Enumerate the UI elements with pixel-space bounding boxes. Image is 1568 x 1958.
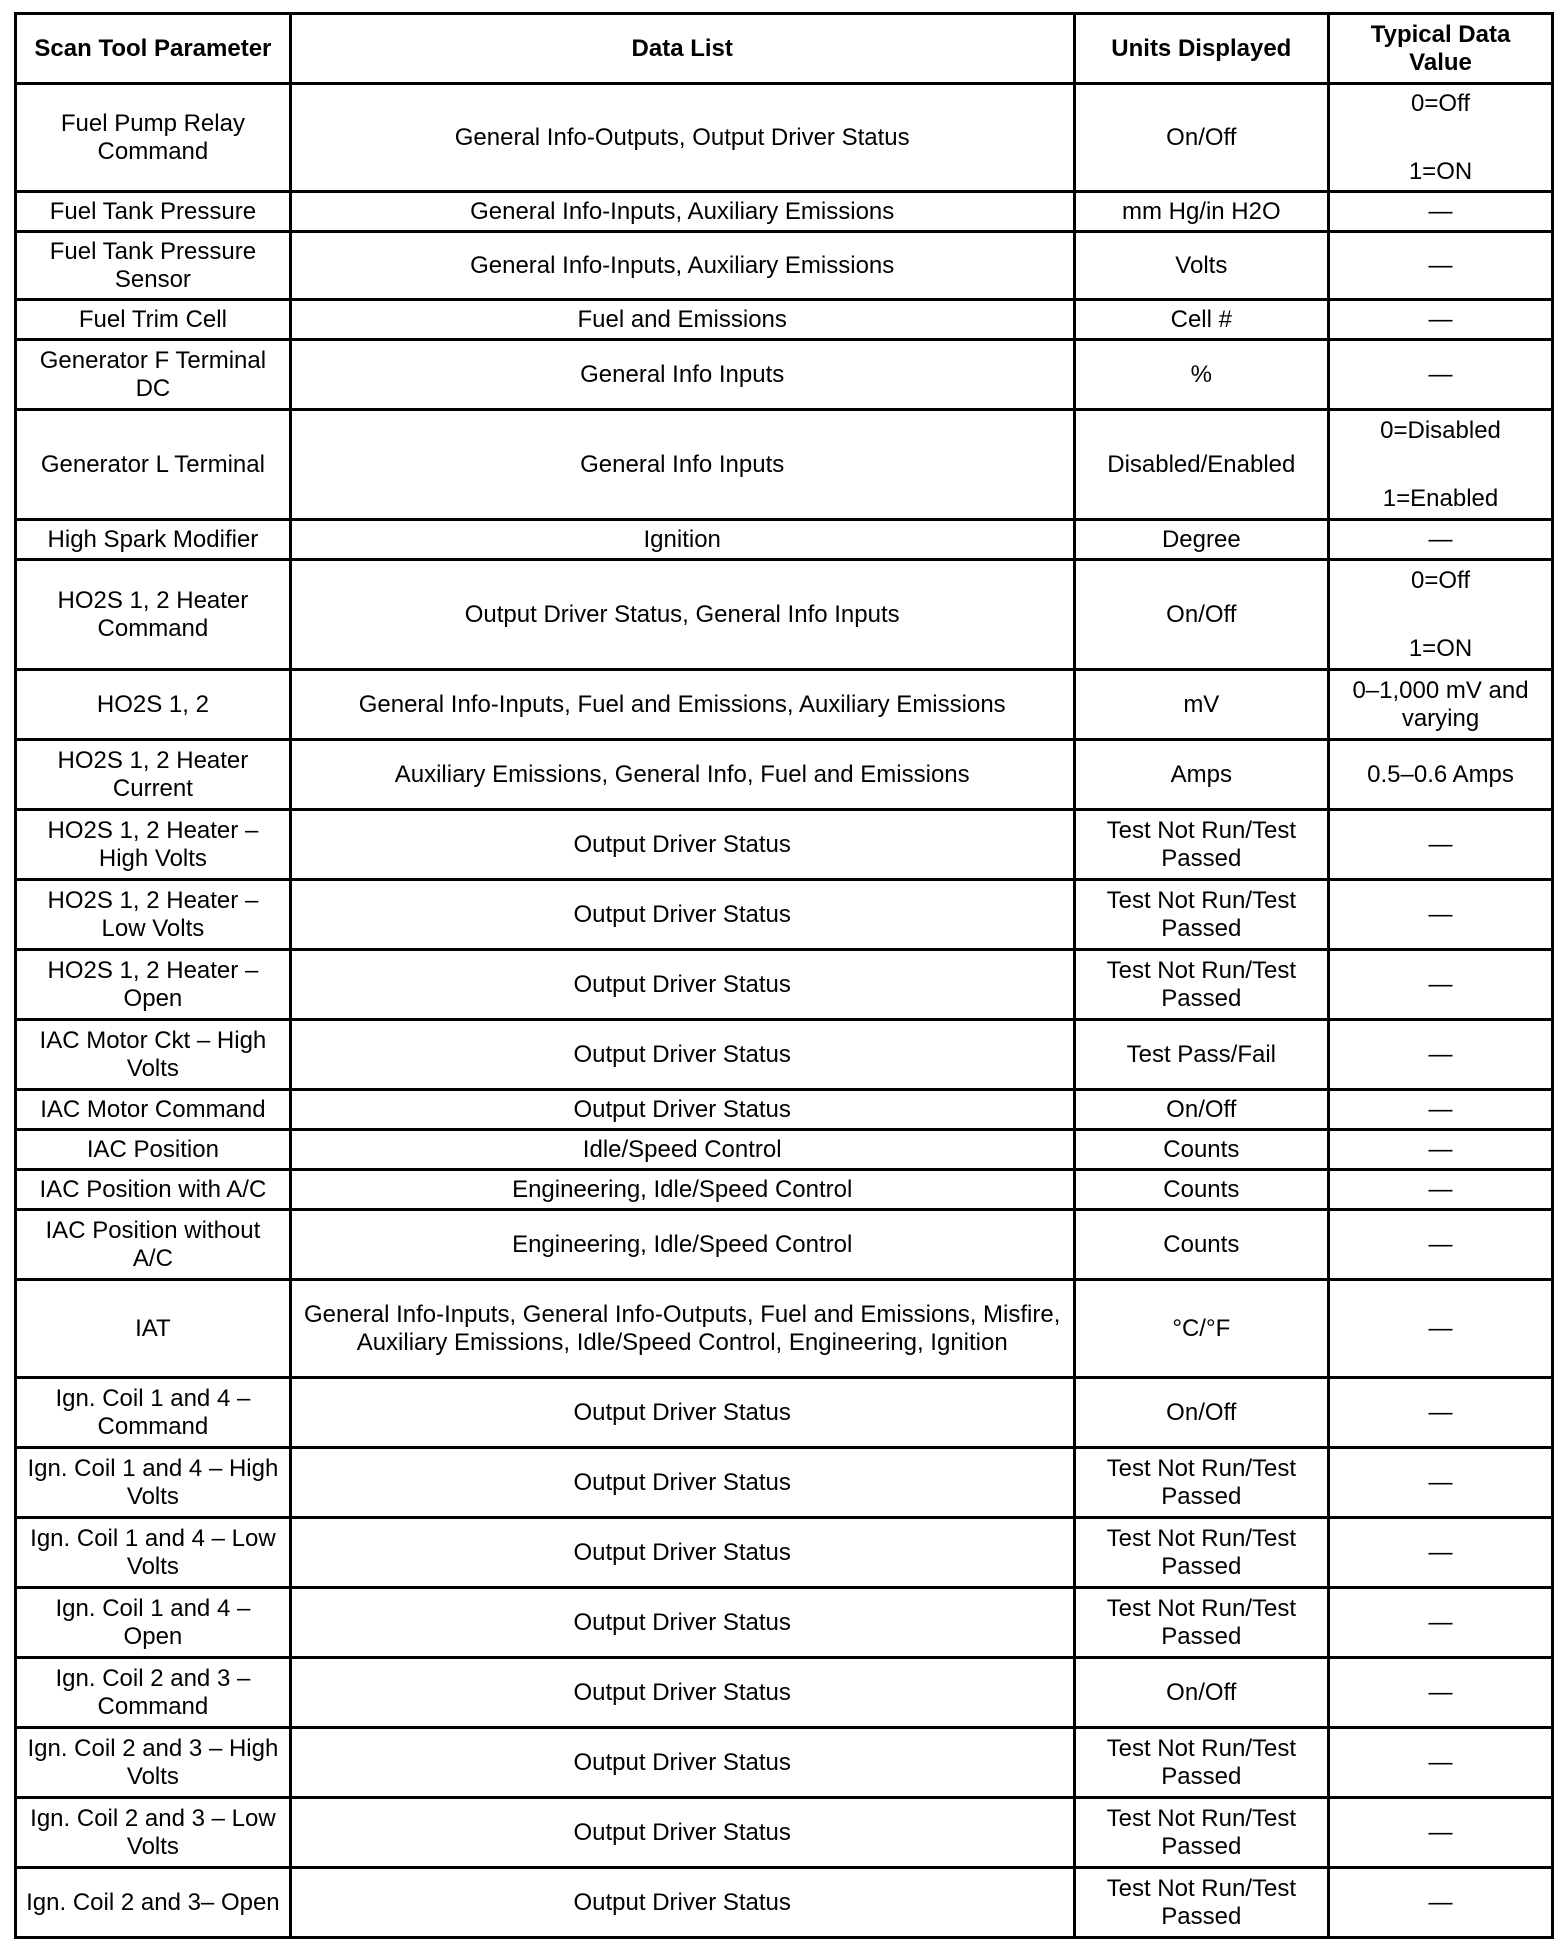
typical-value-cell: —	[1329, 300, 1553, 340]
data-list-cell: Output Driver Status	[290, 1798, 1074, 1868]
data-list-cell: Output Driver Status	[290, 1658, 1074, 1728]
parameter-cell: Fuel Pump Relay Command	[16, 84, 291, 192]
table-row	[16, 880, 1553, 950]
units-cell: Test Not Run/Test Passed	[1074, 1588, 1328, 1658]
parameter-cell: HO2S 1, 2 Heater – High Volts	[16, 810, 291, 880]
typical-value-cell	[1329, 560, 1553, 670]
typical-value-cell: —	[1329, 340, 1553, 410]
table-row	[16, 1090, 1553, 1130]
units-cell: °C/°F	[1074, 1280, 1328, 1378]
units-cell: Test Not Run/Test Passed	[1074, 950, 1328, 1020]
parameter-cell: HO2S 1, 2	[16, 670, 291, 740]
table-row	[16, 1658, 1553, 1728]
typical-value-cell: —	[1329, 1588, 1553, 1658]
data-list-cell: General Info Inputs	[290, 340, 1074, 410]
data-list-cell: Auxiliary Emissions, General Info, Fuel and Emissions	[290, 740, 1074, 810]
typical-value-cell: —	[1329, 1090, 1553, 1130]
parameter-cell: HO2S 1, 2 Heater – Low Volts	[16, 880, 291, 950]
table-row	[16, 1130, 1553, 1170]
typical-value-cell: —	[1329, 1658, 1553, 1728]
units-cell: On/Off	[1074, 1378, 1328, 1448]
table-row	[16, 1378, 1553, 1448]
data-list-cell: Output Driver Status	[290, 1448, 1074, 1518]
typical-value-cell: —	[1329, 1170, 1553, 1210]
parameter-cell: IAT	[16, 1280, 291, 1378]
data-list-cell: General Info-Inputs, General Info-Outputs, Fuel and Emissions, Misfire, Auxiliary Emissions, Idle/Speed Control, Engineering, Ignition	[290, 1280, 1074, 1378]
parameter-cell: HO2S 1, 2 Heater – Open	[16, 950, 291, 1020]
table-row	[16, 410, 1553, 520]
data-list-cell: Output Driver Status	[290, 1728, 1074, 1798]
units-cell: Test Not Run/Test Passed	[1074, 1798, 1328, 1868]
typical-value-cell: —	[1329, 1378, 1553, 1448]
table-row	[16, 670, 1553, 740]
data-list-cell: Output Driver Status	[290, 1518, 1074, 1588]
typical-value-cell: —	[1329, 1868, 1553, 1938]
typical-value-cell: —	[1329, 1518, 1553, 1588]
table-row	[16, 1170, 1553, 1210]
header-scan-tool-parameter: Scan Tool Parameter	[16, 14, 291, 84]
data-list-cell: General Info-Inputs, Auxiliary Emissions	[290, 232, 1074, 300]
table-row	[16, 1798, 1553, 1868]
header-units-displayed: Units Displayed	[1074, 14, 1328, 84]
table-row	[16, 300, 1553, 340]
units-cell: Volts	[1074, 232, 1328, 300]
table-row	[16, 810, 1553, 880]
parameter-cell: Fuel Tank Pressure	[16, 192, 291, 232]
units-cell: Degree	[1074, 520, 1328, 560]
data-list-cell: Output Driver Status	[290, 1020, 1074, 1090]
table-row	[16, 232, 1553, 300]
data-list-cell: General Info Inputs	[290, 410, 1074, 520]
scan-tool-parameter-table	[14, 12, 1554, 1939]
data-list-cell: Fuel and Emissions	[290, 300, 1074, 340]
units-cell: Counts	[1074, 1210, 1328, 1280]
typical-value-cell: —	[1329, 810, 1553, 880]
typical-value-cell	[1329, 84, 1553, 192]
table-row	[16, 1728, 1553, 1798]
table-row	[16, 520, 1553, 560]
table-row	[16, 1868, 1553, 1938]
data-list-cell: General Info-Inputs, Auxiliary Emissions	[290, 192, 1074, 232]
parameter-cell: Fuel Trim Cell	[16, 300, 291, 340]
parameter-cell: Ign. Coil 2 and 3– Open	[16, 1868, 291, 1938]
data-list-cell: Output Driver Status	[290, 1090, 1074, 1130]
data-list-cell: Ignition	[290, 520, 1074, 560]
units-cell: Cell #	[1074, 300, 1328, 340]
table-row	[16, 1280, 1553, 1378]
typical-value-state: 1=ON	[1408, 157, 1473, 185]
units-cell: Test Not Run/Test Passed	[1074, 1728, 1328, 1798]
data-list-cell: Engineering, Idle/Speed Control	[290, 1210, 1074, 1280]
units-cell: Amps	[1074, 740, 1328, 810]
table-row	[16, 340, 1553, 410]
typical-value-state: 0=Disabled	[1380, 416, 1501, 444]
typical-value-cell: —	[1329, 1798, 1553, 1868]
parameter-cell: Ign. Coil 2 and 3 – Command	[16, 1658, 291, 1728]
units-cell: mV	[1074, 670, 1328, 740]
typical-value-state: 1=ON	[1408, 634, 1473, 662]
table-row	[16, 192, 1553, 232]
parameter-cell: IAC Position	[16, 1130, 291, 1170]
units-cell: mm Hg/in H2O	[1074, 192, 1328, 232]
typical-value-cell: —	[1329, 520, 1553, 560]
parameter-cell: IAC Motor Ckt – High Volts	[16, 1020, 291, 1090]
data-list-cell: General Info-Inputs, Fuel and Emissions, Auxiliary Emissions	[290, 670, 1074, 740]
units-cell: Test Not Run/Test Passed	[1074, 1868, 1328, 1938]
units-cell: Counts	[1074, 1170, 1328, 1210]
data-list-cell: Idle/Speed Control	[290, 1130, 1074, 1170]
header-typical-data-value: Typical Data Value	[1329, 14, 1553, 84]
header-row	[16, 14, 1553, 84]
data-list-cell: Output Driver Status, General Info Inputs	[290, 560, 1074, 670]
units-cell: Test Not Run/Test Passed	[1074, 1518, 1328, 1588]
parameter-cell: IAC Motor Command	[16, 1090, 291, 1130]
typical-value-cell	[1329, 410, 1553, 520]
parameter-cell: High Spark Modifier	[16, 520, 291, 560]
table-row	[16, 950, 1553, 1020]
units-cell: %	[1074, 340, 1328, 410]
parameter-cell: Ign. Coil 1 and 4 – High Volts	[16, 1448, 291, 1518]
units-cell: Test Not Run/Test Passed	[1074, 880, 1328, 950]
typical-value-state: 1=Enabled	[1382, 484, 1499, 512]
data-list-cell: Output Driver Status	[290, 1378, 1074, 1448]
table-row	[16, 740, 1553, 810]
units-cell: Counts	[1074, 1130, 1328, 1170]
table-row	[16, 84, 1553, 192]
parameter-cell: HO2S 1, 2 Heater Current	[16, 740, 291, 810]
units-cell: Test Pass/Fail	[1074, 1020, 1328, 1090]
typical-value-cell: —	[1329, 1280, 1553, 1378]
data-list-cell: Output Driver Status	[290, 810, 1074, 880]
data-list-cell: General Info-Outputs, Output Driver Status	[290, 84, 1074, 192]
units-cell: Test Not Run/Test Passed	[1074, 1448, 1328, 1518]
data-list-cell: Output Driver Status	[290, 1588, 1074, 1658]
table-row	[16, 1518, 1553, 1588]
header-data-list: Data List	[290, 14, 1074, 84]
typical-value-cell: —	[1329, 1130, 1553, 1170]
data-list-cell: Engineering, Idle/Speed Control	[290, 1170, 1074, 1210]
parameter-cell: Ign. Coil 1 and 4 – Command	[16, 1378, 291, 1448]
table-row	[16, 1448, 1553, 1518]
data-list-cell: Output Driver Status	[290, 880, 1074, 950]
table-header	[16, 14, 1553, 84]
typical-value-cell: —	[1329, 1020, 1553, 1090]
parameter-cell: Ign. Coil 1 and 4 – Open	[16, 1588, 291, 1658]
table-row	[16, 560, 1553, 670]
typical-value-states	[1336, 90, 1545, 186]
units-cell: Disabled/Enabled	[1074, 410, 1328, 520]
typical-value-cell: —	[1329, 880, 1553, 950]
table-body	[16, 84, 1553, 1938]
units-cell: On/Off	[1074, 560, 1328, 670]
units-cell: Test Not Run/Test Passed	[1074, 810, 1328, 880]
units-cell: On/Off	[1074, 84, 1328, 192]
typical-value-cell: —	[1329, 1448, 1553, 1518]
data-list-cell: Output Driver Status	[290, 1868, 1074, 1938]
typical-value-state: 0=Off	[1411, 566, 1470, 594]
parameter-cell: Fuel Tank Pressure Sensor	[16, 232, 291, 300]
parameter-cell: Generator F Terminal DC	[16, 340, 291, 410]
typical-value-state: 0=Off	[1411, 89, 1470, 117]
typical-value-cell: 0–1,000 mV and varying	[1329, 670, 1553, 740]
typical-value-states	[1336, 567, 1545, 663]
parameter-cell: Ign. Coil 1 and 4 – Low Volts	[16, 1518, 291, 1588]
typical-value-states	[1336, 417, 1545, 513]
units-cell: On/Off	[1074, 1090, 1328, 1130]
table-row	[16, 1588, 1553, 1658]
typical-value-cell: —	[1329, 232, 1553, 300]
units-cell: On/Off	[1074, 1658, 1328, 1728]
typical-value-cell: —	[1329, 1210, 1553, 1280]
typical-value-cell: —	[1329, 192, 1553, 232]
parameter-cell: IAC Position with A/C	[16, 1170, 291, 1210]
parameter-cell: Generator L Terminal	[16, 410, 291, 520]
typical-value-cell: —	[1329, 1728, 1553, 1798]
table-row	[16, 1020, 1553, 1090]
parameter-cell: Ign. Coil 2 and 3 – High Volts	[16, 1728, 291, 1798]
parameter-cell: HO2S 1, 2 Heater Command	[16, 560, 291, 670]
typical-value-cell: 0.5–0.6 Amps	[1329, 740, 1553, 810]
parameter-cell: IAC Position without A/C	[16, 1210, 291, 1280]
typical-value-cell: —	[1329, 950, 1553, 1020]
parameter-cell: Ign. Coil 2 and 3 – Low Volts	[16, 1798, 291, 1868]
data-list-cell: Output Driver Status	[290, 950, 1074, 1020]
table-row	[16, 1210, 1553, 1280]
